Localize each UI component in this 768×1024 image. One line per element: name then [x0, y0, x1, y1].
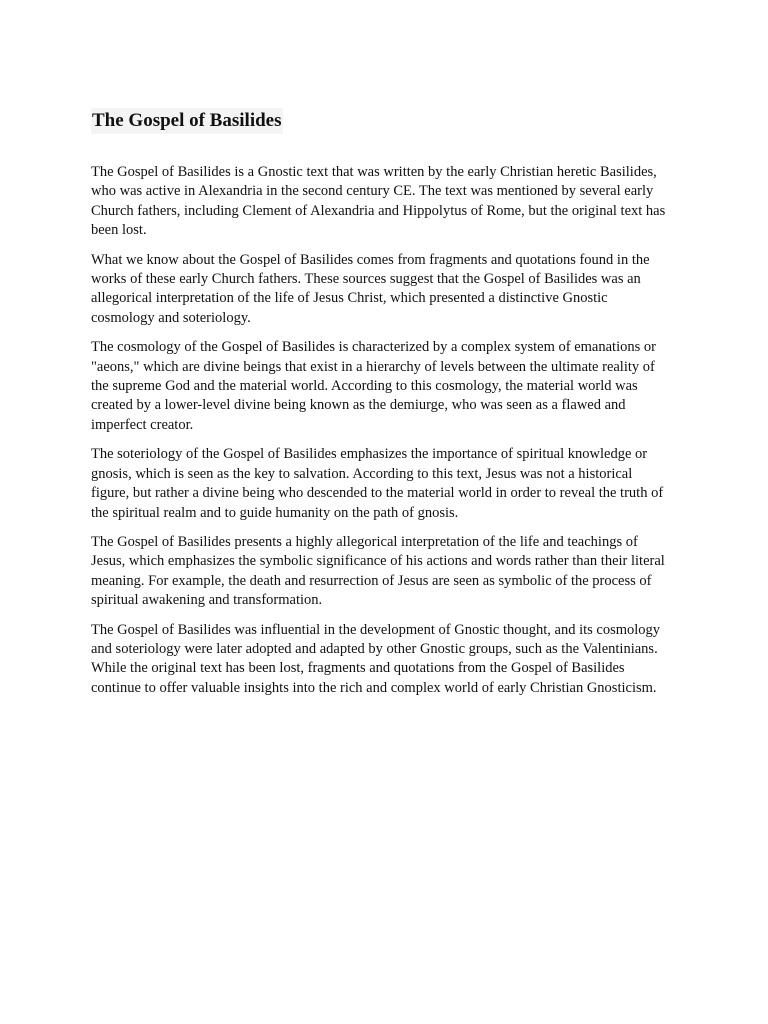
paragraph-2: What we know about the Gospel of Basilides comes from fragments and quotations found in the works of these early Church fathers. These sources suggest that the Gospel of Basilides was an allegorical interpretation of the life of Jesus Christ, which presented a distinctive Gnostic cosmology and soteriology. — [91, 251, 650, 326]
document-page — [91, 108, 671, 708]
paragraph-6: The Gospel of Basilides was influential in the development of Gnostic thought, and its cosmology and soteriology were later adopted and adapted by other Gnostic groups, such as the Valentinians. While the original text has been lost, fragments and quotations from the Gospel of Basilides continue to offer valuable insights into the rich and complex world of early Christian Gnosticism. — [91, 621, 661, 696]
paragraph-4: The soteriology of the Gospel of Basilides emphasizes the importance of spiritual knowledge or gnosis, which is seen as the key to salvation. According to this text, Jesus was not a historical figure, but rather a divine being who descended to the material world in order to reveal the truth of the spiritual realm and to guide humanity on the path of gnosis. — [91, 446, 664, 521]
paragraph-3: The cosmology of the Gospel of Basilides is characterized by a complex system of emanations or "aeons," which are divine beings that exist in a hierarchy of levels between the ultimate reality of the supreme God and the material world. According to this cosmology, the material world was created by a lower-level divine being known as the demiurge, who was seen as a flawed and imperfect creator. — [91, 339, 656, 433]
paragraph-5: The Gospel of Basilides presents a highly allegorical interpretation of the life and teachings of Jesus, which emphasizes the symbolic significance of his actions and words rather than their literal meaning. For example, the death and resurrection of Jesus are seen as symbolic of the process of spiritual awakening and transformation. — [91, 533, 665, 609]
document-title: The Gospel of Basilides — [91, 108, 283, 134]
paragraph-1: The Gospel of Basilides is a Gnostic text that was written by the early Christian heretic Basilides, who was active in Alexandria in the second century CE. The text was mentioned by several early Church fathers, including Clement of Alexandria and Hippolytus of Rome, but the original text has been lost. — [91, 164, 666, 239]
